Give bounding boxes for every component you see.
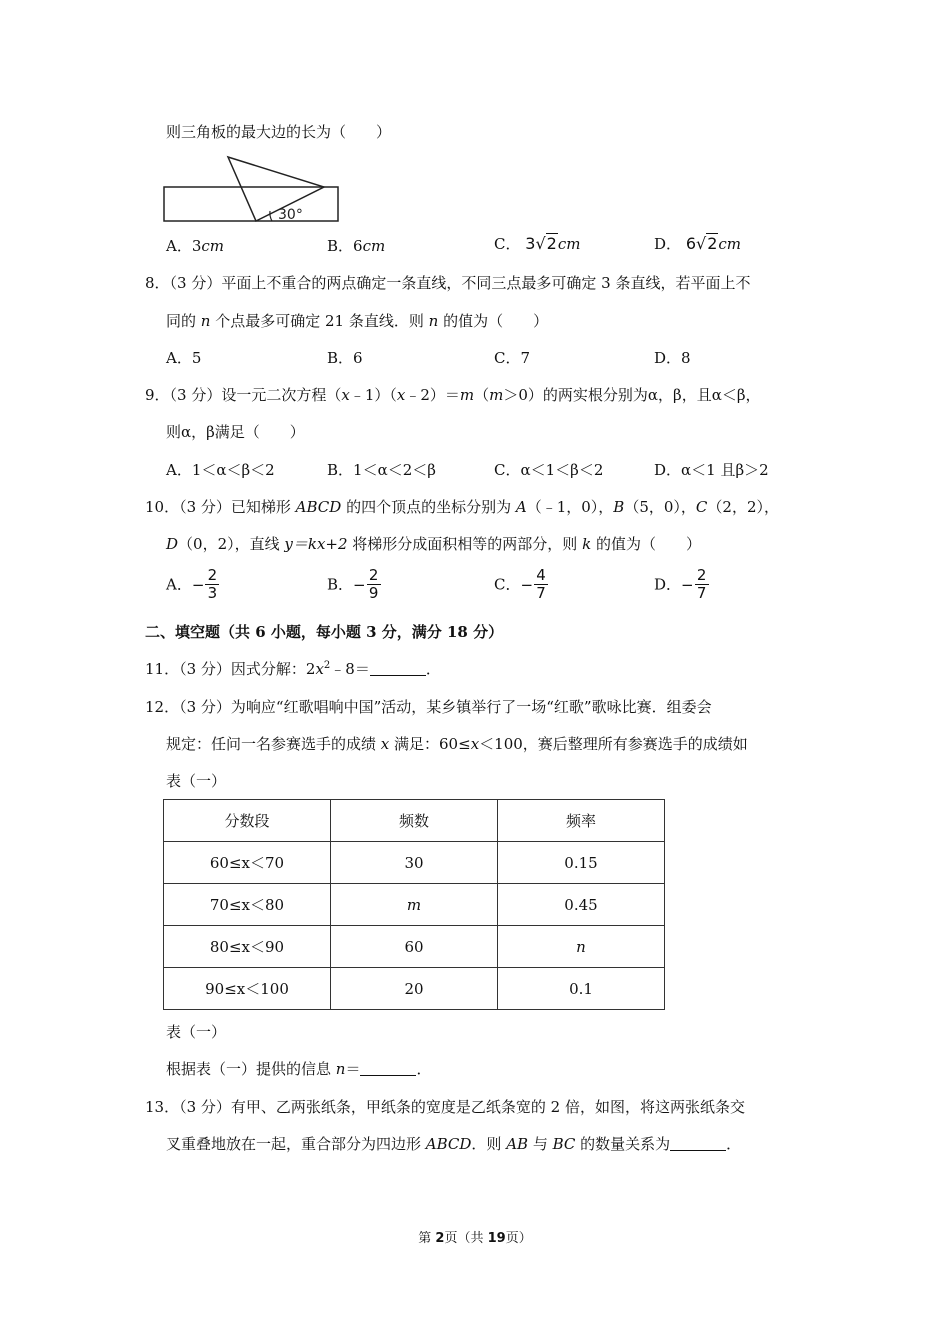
q10-option-a: A．− $\frac{2}{3}$ xyxy=(166,567,219,602)
q10-option-c: C．− $\frac{4}{7}$ xyxy=(494,567,548,602)
q7-option-a: A．3cm xyxy=(166,237,225,255)
sqrt-expression: 3√2 xyxy=(525,234,557,253)
table-header: 频率 xyxy=(498,800,665,842)
table-cell: 30 xyxy=(331,842,498,884)
q8-line2: 同的 n 个点最多可确定 21 条直线．则 n 的值为（ ） xyxy=(166,312,549,330)
page-footer: 第 2页（共 19页） xyxy=(418,1231,532,1246)
q13-line1: 13．（3 分）有甲、乙两张纸条，甲纸条的宽度是乙纸条宽的 2 倍，如图，将这两张纸条交 xyxy=(145,1098,745,1116)
q10-line1: 10．（3 分）已知梯形 ABCD 的四个顶点的坐标分别为 A（﹣1，0），B（5，0），C（2，2）， xyxy=(145,498,779,516)
q10-option-d: D．− $\frac{2}{7}$ xyxy=(654,567,709,602)
table-cell: 0.15 xyxy=(498,842,665,884)
table-cell: 80≤x＜90 xyxy=(164,926,331,968)
q8-option-b: B．6 xyxy=(327,349,363,367)
triangle-board xyxy=(228,157,324,221)
q9-option-a: A．1＜α＜β＜2 xyxy=(166,461,275,479)
answer-blank xyxy=(370,661,426,676)
q12-line2: 规定：任问一名参赛选手的成绩 x 满足：60≤x＜100，赛后整理所有参赛选手的成绩如 xyxy=(166,735,748,753)
q9-line2: 则α，β满足（ ） xyxy=(166,423,305,441)
table-header: 分数段 xyxy=(164,800,331,842)
q7-option-d: D． 6√2cm xyxy=(654,234,742,253)
q7-figure xyxy=(160,155,345,227)
answer-blank xyxy=(360,1061,416,1076)
q10-option-b: B．− $\frac{2}{9}$ xyxy=(327,567,381,602)
score-table xyxy=(163,799,665,1010)
table-row xyxy=(164,968,665,1010)
q12-answer: 根据表（一）提供的信息 n＝ ． xyxy=(166,1060,432,1078)
table-cell: 0.1 xyxy=(498,968,665,1010)
fraction: $\frac{2}{3}$ xyxy=(205,567,219,602)
section-heading: 二、填空题（共 6 小题，每小题 3 分，满分 18 分） xyxy=(145,623,504,641)
angle-label: 30° xyxy=(278,207,303,223)
q8-line1: 8．（3 分）平面上不重合的两点确定一条直线，不同三点最多可确定 3 条直线，若平面上不 xyxy=(145,274,751,292)
fraction: $\frac{2}{9}$ xyxy=(367,567,381,602)
table-cell: 60 xyxy=(331,926,498,968)
table-cell: 70≤x＜80 xyxy=(164,884,331,926)
table-cell: m xyxy=(331,884,498,926)
table-cell: n xyxy=(498,926,665,968)
fraction: $\frac{4}{7}$ xyxy=(534,567,548,602)
table-row xyxy=(164,926,665,968)
q9-option-c: C．α＜1＜β＜2 xyxy=(494,461,604,479)
q12-line1: 12．（3 分）为响应“红歌唱响中国”活动，某乡镇举行了一场“红歌”歌咏比赛．组委会 xyxy=(145,698,712,716)
fraction: $\frac{2}{7}$ xyxy=(695,567,709,602)
q8-option-d: D．8 xyxy=(654,349,691,367)
table-cell: 90≤x＜100 xyxy=(164,968,331,1010)
table-cell: 60≤x＜70 xyxy=(164,842,331,884)
table-row xyxy=(164,842,665,884)
answer-blank xyxy=(670,1136,726,1151)
q10-line2: D（0，2），直线 y＝kx+2 将梯形分成面积相等的两部分，则 k 的值为（ ） xyxy=(166,535,701,553)
q7-stem: 则三角板的最大边的长为（ ） xyxy=(166,123,392,141)
q12-line3: 表（一） xyxy=(166,772,227,790)
q11: 11．（3 分）因式分解：$2x^2﹣8=$ ． xyxy=(145,660,441,678)
table-row xyxy=(164,884,665,926)
table-header-row xyxy=(164,800,665,842)
ruler-rect xyxy=(164,187,338,221)
q13-line2: 叉重叠地放在一起，重合部分为四边形 ABCD．则 AB 与 BC 的数量关系为 ． xyxy=(166,1135,742,1153)
q9-option-d: D．α＜1 且β＞2 xyxy=(654,461,769,479)
q9-line1: 9．（3 分）设一元二次方程（x﹣1）（x﹣2）＝m（m＞0）的两实根分别为α，β，且α＜β， xyxy=(145,386,761,404)
q9-option-b: B．1＜α＜2＜β xyxy=(327,461,436,479)
sqrt-expression: 6√2 xyxy=(685,234,718,253)
q8-option-a: A．5 xyxy=(166,349,202,367)
table-caption: 表（一） xyxy=(166,1023,227,1041)
q7-option-c: C． 3√2cm xyxy=(494,234,581,253)
q8-option-c: C．7 xyxy=(494,349,531,367)
table-header: 频数 xyxy=(331,800,498,842)
q7-option-b: B．6cm xyxy=(327,237,386,255)
table-cell: 20 xyxy=(331,968,498,1010)
table-cell: 0.45 xyxy=(498,884,665,926)
